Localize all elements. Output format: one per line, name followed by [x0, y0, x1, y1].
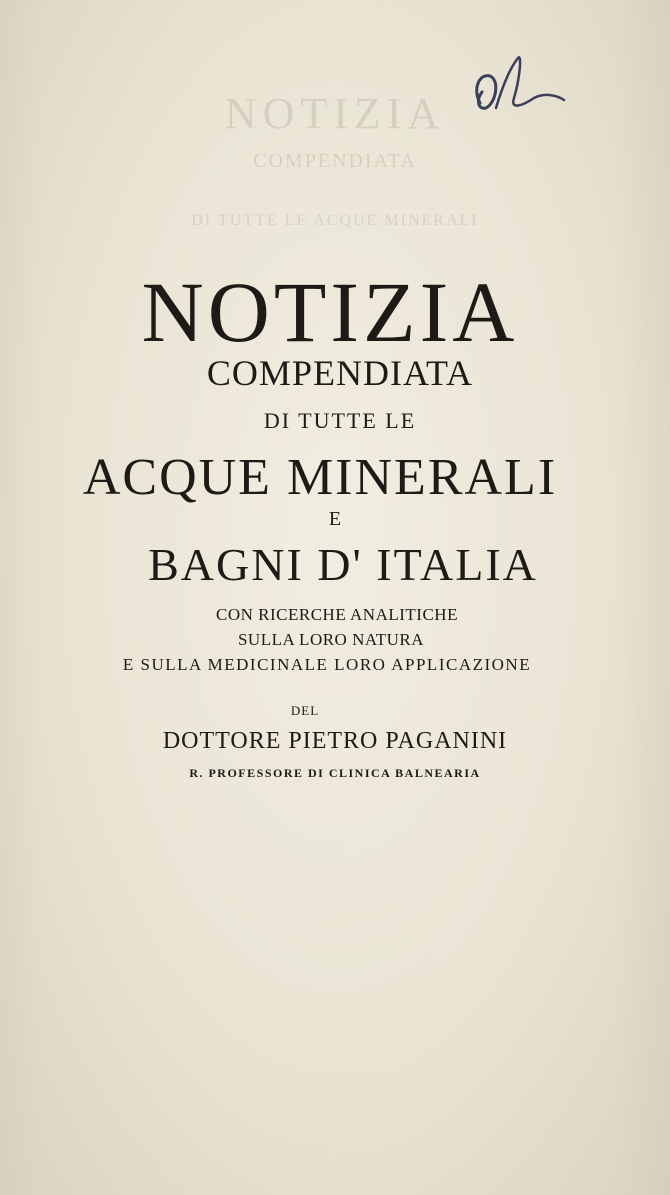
show-through-title: NOTIZIA [224, 89, 446, 138]
subject-mineral-waters: ACQUE MINERALI [82, 449, 558, 506]
by-line: DEL [290, 703, 320, 718]
subject-baths: BAGNI D' ITALIA [148, 539, 538, 590]
title: NOTIZIA [141, 264, 519, 360]
show-through-line: DI TUTTE LE ACQUE MINERALI [191, 212, 479, 229]
description-line-3: E SULLA MEDICINALE LORO APPLICAZIONE [122, 655, 532, 674]
author-name: DOTTORE PIETRO PAGANINI [162, 728, 508, 754]
author-title: R. PROFESSORE DI CLINICA BALNEARIA [189, 766, 481, 780]
handwritten-mark-icon [462, 48, 582, 138]
subtitle: COMPENDIATA [206, 353, 474, 393]
description-line-1: CON RICERCHE ANALITICHE [216, 605, 458, 624]
show-through-subtitle: COMPENDIATA [253, 150, 417, 172]
of-all-line: DI TUTTE LE [263, 408, 417, 433]
description-line-2: SULLA LORO NATURA [237, 630, 425, 649]
conjunction: E [328, 508, 342, 530]
